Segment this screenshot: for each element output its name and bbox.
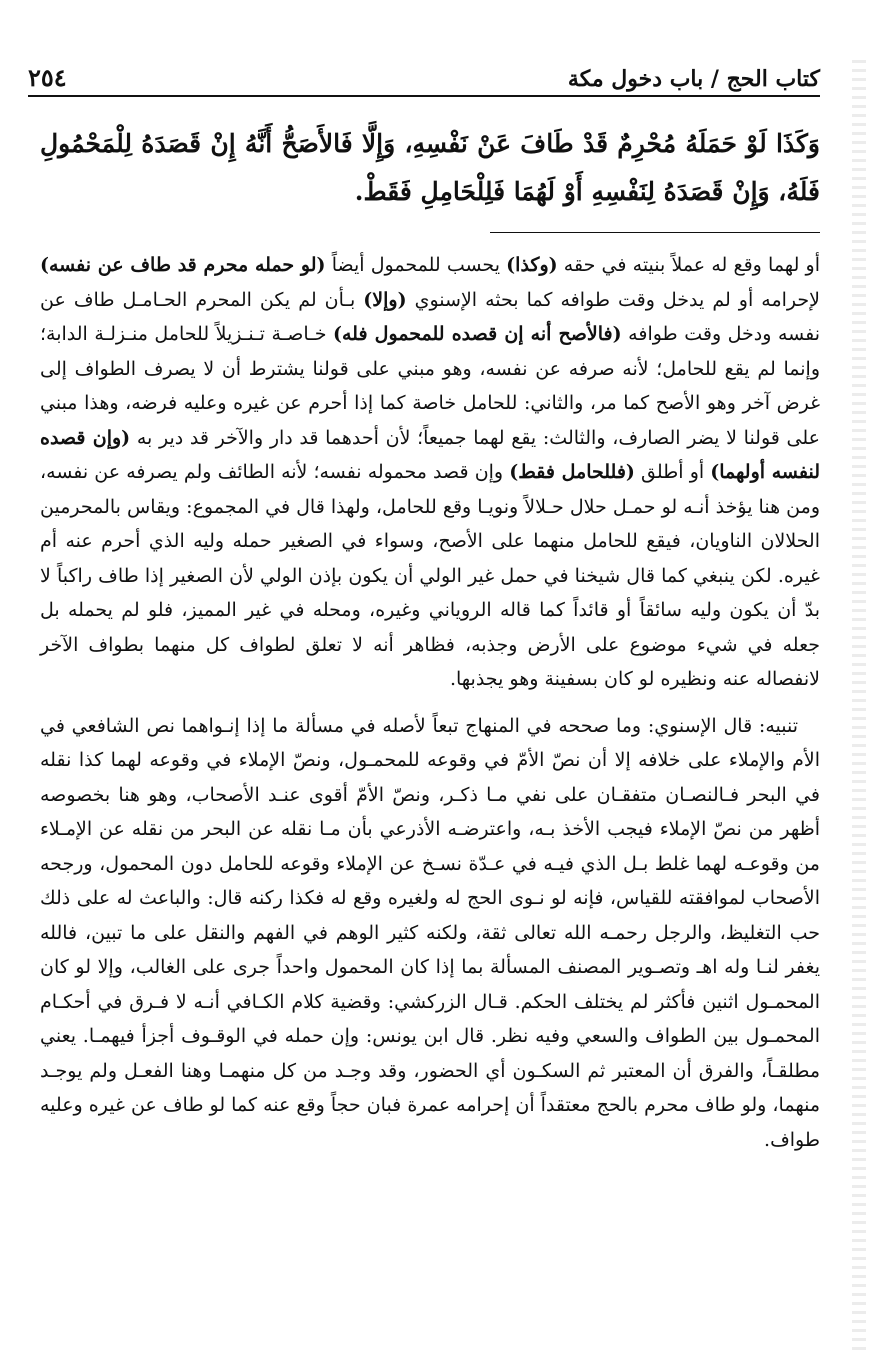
commentary-paragraph-1 (40, 248, 820, 697)
commentary-text: لإحرامه أو لم يدخل وقت طوافه كما بحثه الإسنوي (406, 288, 821, 311)
page-number: ٢٥٤ (28, 63, 67, 92)
commentary-text: بـأن لم يكن المحرم الحـامـل طاف عن نفسه ودخل وقت طوافه (40, 288, 821, 345)
commentary-text: يحسب للمحمول أيضاً (325, 254, 507, 276)
matn-quote: (وإلا) (363, 288, 407, 311)
commentary-paragraph-2: تنبيه: قال الإسنوي: وما صححه في المنهاج تبعاً لأصله في مسألة ما إذا إنـواهما نص الشافعي في الأم والإملاء على خلافه إلا أن نصّ الأمّ في وقوعه للمحمـول، ونصّ الإملاء في وقوعه لهما كذا نقله في البحر فـالنصـان متفقـان على نفي مـا ذكـر، ونصّ الأمّ أقوى عنـد الأصحاب، وهو هنا بخصوصه أظهر من نصّ الإملاء فيجب الأخذ بـه، واعترضـه الأذرعي بأن مـا نقله عن البحر من نقله عن الإمـلاء من وقوعـه لهما غلط بـل الذي فيـه في عـدّة نسـخ عن الإملاء وقوعه للحامل دون المحمول، ورجحه الأصحاب لموافقته للقياس، فإنه لو نـوى الحج له ولغيره وقع له فكذا ركنه قال: والباعث له على ذلك حب التغليظ، والرجل رحمـه الله تعالى ثقة، ولكنه كثير الوهم في الفهم والنقل على ما تبين، فالله يغفر لنـا وله اهـ وتصـوير المصنف المسألة بما إذا كان المحمول واحداً جرى على الغالب، وإلا لو كان المحمـول اثنين فأكثر لم يختلف الحكم. قـال الزركشي: وقضية كلام الكـافي أنـه لا فـرق في أحكـام المحمـول بين الطواف والسعي وفيه نظر. قال ابن يونس: وإن حمله في الوقـوف أجزأ فيهمـا. يعني مطلقـاً، والفرق أن المعتبر ثم السكـون أي الحضور، وقد وجـد من كل منهمـا وهنا الفعـل ولم يوجـد منهما، ولو طاف محرم بالحج معتقداً أن إحرامه عمرة فبان حجاً وقع عنه كما لو طاف عن غيره وعليه طواف. (40, 714, 820, 1151)
matn-quote: (فالأصح أنه إن قصده للمحمول فله) (333, 323, 622, 345)
commentary-text: أو لهما وقع له عملاً بنيته في حقه (557, 254, 820, 276)
matn-quote: (وإن قصده لنفسه أولهما) (40, 426, 821, 483)
matn-quote: (فللحامل فقط) (509, 461, 635, 483)
header-rule (28, 95, 820, 97)
running-title: كتاب الحج / باب دخول مكة (567, 66, 820, 92)
commentary-separator (490, 232, 820, 233)
matn-quote: (وكذا) (506, 254, 558, 276)
commentary-text: أو أطلق (634, 461, 711, 483)
matn-quote: (لو حمله محرم قد طاف عن نفسه) (40, 254, 326, 276)
scan-edge-texture (852, 60, 866, 1350)
commentary-text: خـاصـة تـنـزيلاً للحامل منـزلـة الدابة؛ وإنما لم يقع للحامل؛ لأنه صرفه عن نفسه، وهو مبني على قولنا يشترط أن لا يصرف الطواف إلى غرض آخر وهو الأصح كما مر، والثاني: للحامل خاصة كما إذا أحرم عن غيره وعليه فرضه، وهذا مبني على قولنا لا يضر الصارف، والثالث: يقع لهما جميعاً؛ لأن أحدهما قد دار والآخر قد دير به (40, 323, 821, 449)
running-header (28, 58, 820, 92)
commentary-text: وإن قصد محموله نفسه؛ لأنه الطائف ولم يصرفه عن نفسه، ومن هنا يؤخذ أنـه لو حمـل حلال حـلالاً ونويـا وقع للحامل، ولهذا قال في المجموع: ويقاس بالمحرمين الحلالان الناويان، فيقع للحامل منهما على الأصح، وسواء في الصغير حمله وليه الذي أحرم عنه أم غيره. لكن ينبغي كما قال شيخنا في حمل غير الولي أن يكون بإذن الولي لأن الصغير إذا طاف راكباً لا بدّ أن يكون وليه سائقاً أو قائداً كما قاله الروياني وغيره، ومحله في غير المميز، فلو لم يحمله بل جعله في شيء موضوع على الأرض وجذبه، فظاهر أنه لا تعلق لطواف كل منهما بطواف الآخر لانفصاله عنه ونظيره لو كان بسفينة وهو يجذبها. (40, 461, 820, 690)
commentary (40, 248, 820, 1157)
matn-text: وَكَذَا لَوْ حَمَلَهُ مُحْرِمٌ قَدْ طَافَ عَنْ نَفْسِهِ، وَإِلَّا فَالأَصَحُّ أَنَّهُ إِنْ قَصَدَهُ لِلْمَحْمُولِ فَلَهُ، وَإِنْ قَصَدَهُ لِنَفْسِهِ أَوْ لَهُمَا فَلِلْحَامِلِ فَقَطْ. (40, 129, 820, 206)
